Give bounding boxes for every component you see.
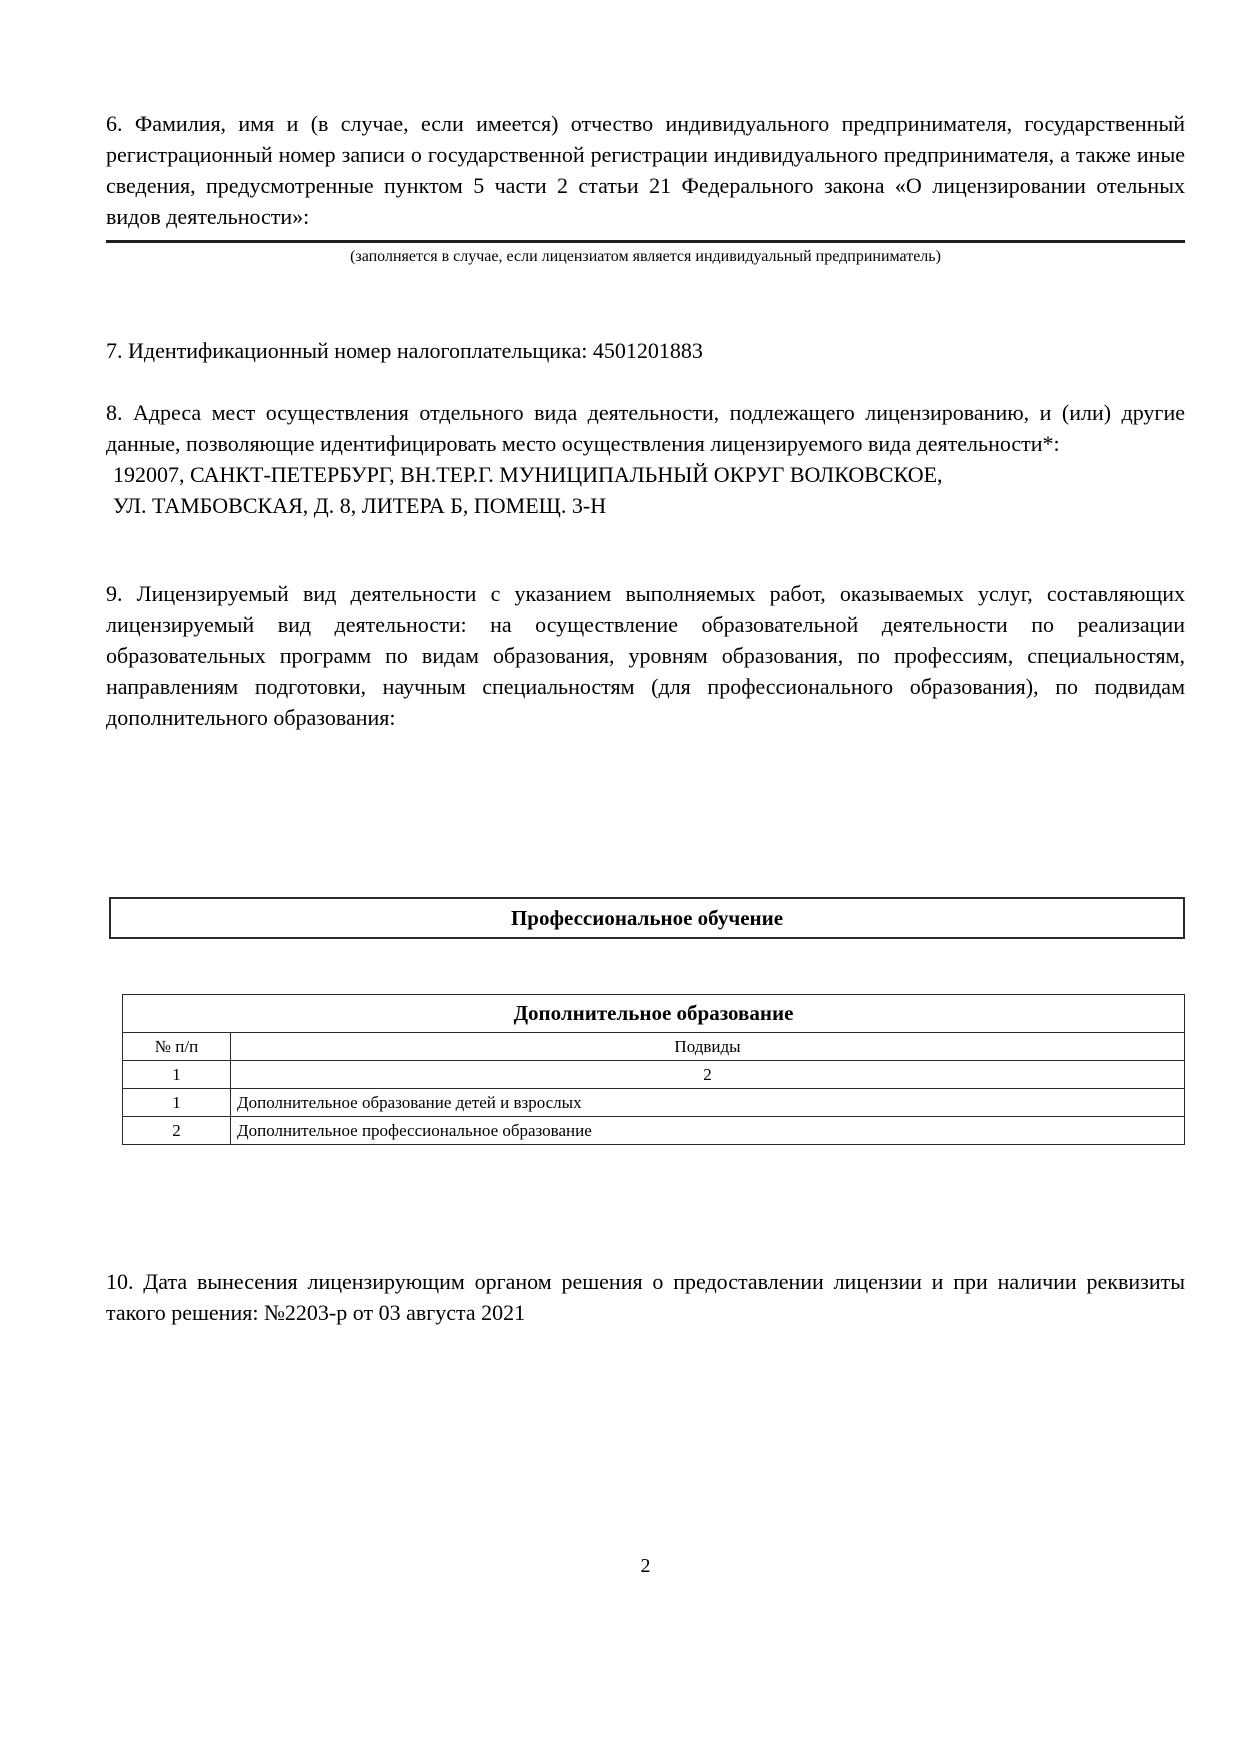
section-6-paragraph: 6. Фамилия, имя и (в случае, если имеется) отчество индивидуального предпринимателя, государственный регистрационный номер записи о государственной регистрации индивидуального предпринимателя, а также иные сведения, предусмотренные пунктом 5 части 2 статьи 21 Федерального закона «О лицензировании отельных видов деятельности»: [106,111,1185,229]
additional-education-table [122,994,1185,1145]
column-header-num: № п/п [123,1033,231,1061]
professional-training-box: Профессиональное обучение [109,897,1185,939]
row-number: 2 [123,1117,231,1145]
section-9-paragraph: 9. Лицензируемый вид деятельности с указанием выполняемых работ, оказываемых услуг, составляющих лицензируемый вид деятельности: на осуществление образовательной деятельности по реализации образовательных программ по видам образования, уровням образования, по профессиям, специальностям, направлениям подготовки, научным специальностям (для профессионального образования), по подвидам дополнительного образования: [106,581,1185,730]
section-8-paragraph: 8. Адреса мест осуществления отдельного вида деятельности, подлежащего лицензированию, и (или) другие данные, позволяющие идентифицировать место осуществления лицензируемого вида деятельности*: [106,400,1185,456]
table-title: Дополнительное образование [123,995,1185,1033]
column-header-subtypes: Подвиды [231,1033,1185,1061]
row-subtype: Дополнительное профессиональное образование [231,1117,1185,1145]
table-row [123,1089,1185,1117]
column-number-1: 1 [123,1061,231,1089]
address-line-2: УЛ. ТАМБОВСКАЯ, Д. 8, ЛИТЕРА Б, ПОМЕЩ. 3-Н [113,493,607,518]
column-number-2: 2 [231,1061,1185,1089]
section-8-block [106,397,1185,521]
section-10-paragraph: 10. Дата вынесения лицензирующим органом решения о предоставлении лицензии и при наличии реквизиты такого решения: №2203-р от 03 августа 2021 [106,1269,1185,1325]
address-line-1: 192007, САНКТ-ПЕТЕРБУРГ, ВН.ТЕР.Г. МУНИЦИПАЛЬНЫЙ ОКРУГ ВОЛКОВСКОЕ, [113,462,943,487]
page-number: 2 [640,1555,651,1577]
row-number: 1 [123,1089,231,1117]
table-column-number-row [123,1061,1185,1089]
section-7-paragraph: 7. Идентификационный номер налогоплательщика: 4501201883 [106,338,703,363]
table-title-row [123,995,1185,1033]
table-row [123,1117,1185,1145]
table-header-row [123,1033,1185,1061]
fill-in-line [106,240,1185,243]
section-6-footnote: (заполняется в случае, если лицензиатом является индивидуальный предприниматель) [350,248,941,265]
row-subtype: Дополнительное образование детей и взрослых [231,1089,1185,1117]
